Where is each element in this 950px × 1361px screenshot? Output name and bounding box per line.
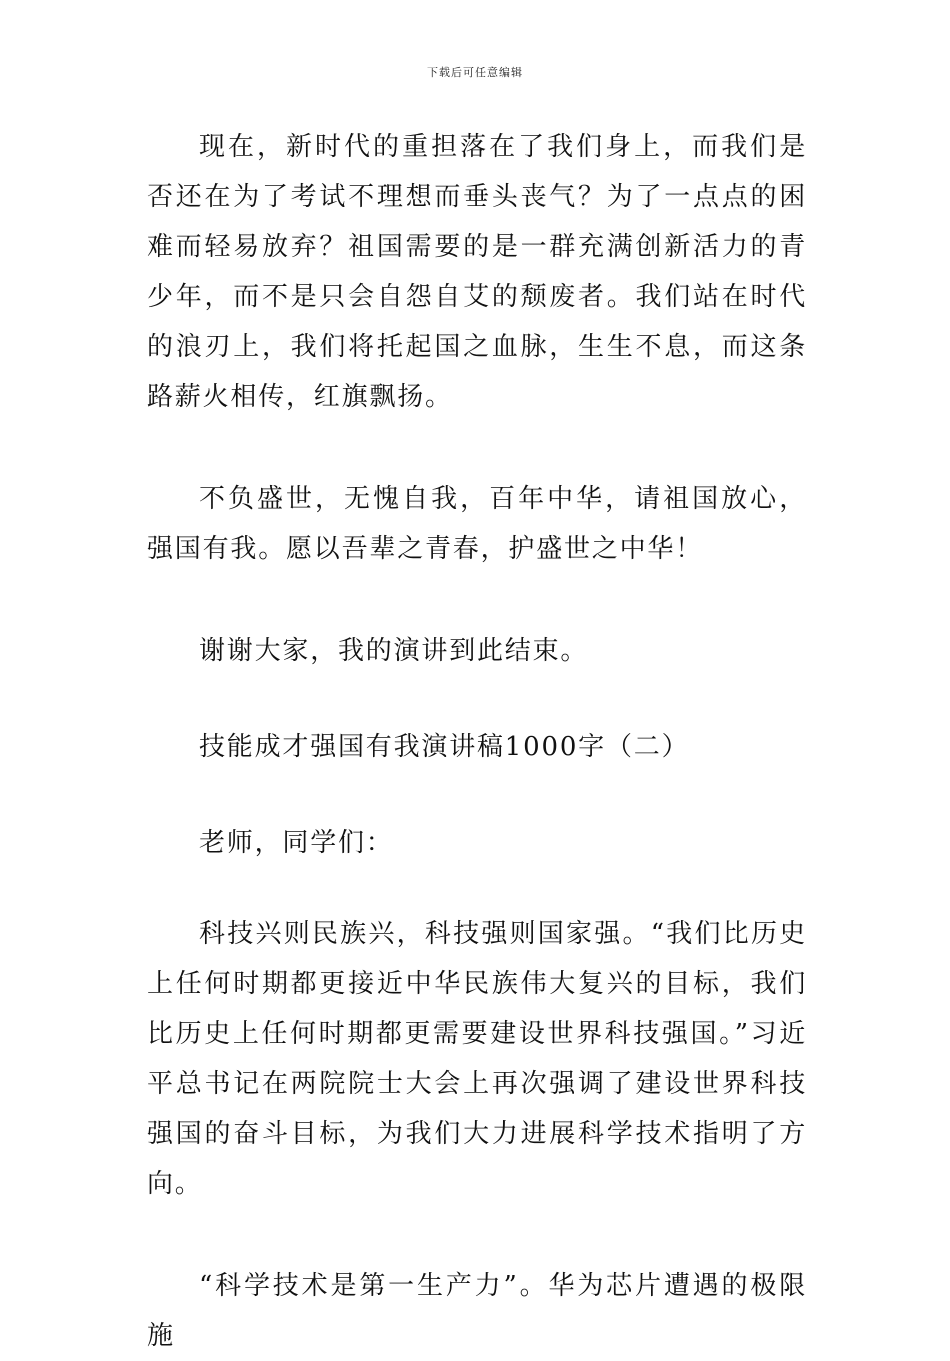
paragraph-closing: 谢谢大家，我的演讲到此结束。: [199, 636, 589, 666]
section-title: 技能成才强国有我演讲稿1000字（二）: [199, 732, 690, 762]
salutation: 老师，同学们：: [199, 828, 394, 858]
page-header-note: 下载后可任意编辑: [427, 66, 523, 79]
document-body: [147, 122, 807, 1361]
paragraph-pledge: 不负盛世，无愧自我，百年中华，请祖国放心，强国有我。愿以吾辈之青春，护盛世之中华！: [147, 484, 807, 564]
paragraph-new-era: 现在，新时代的重担落在了我们身上，而我们是否还在为了考试不理想而垂头丧气？为了一点点的困难而轻易放弃？祖国需要的是一群充满创新活力的青少年，而不是只会自怨自艾的颓废者。我们站在时代的浪刃上，我们将托起国之血脉，生生不息，而这条路薪火相传，红旗飘扬。: [147, 132, 807, 412]
paragraph-productivity: “科学技术是第一生产力”。华为芯片遭遇的极限施: [147, 1271, 807, 1351]
paragraph-technology: 科技兴则民族兴，科技强则国家强。“我们比历史上任何时期都更接近中华民族伟大复兴的目标，我们比历史上任何时期都更需要建设世界科技强国。”习近平总书记在两院院士大会上再次强调了建设世界科技强国的奋斗目标，为我们大力进展科学技术指明了方向。: [147, 919, 807, 1199]
